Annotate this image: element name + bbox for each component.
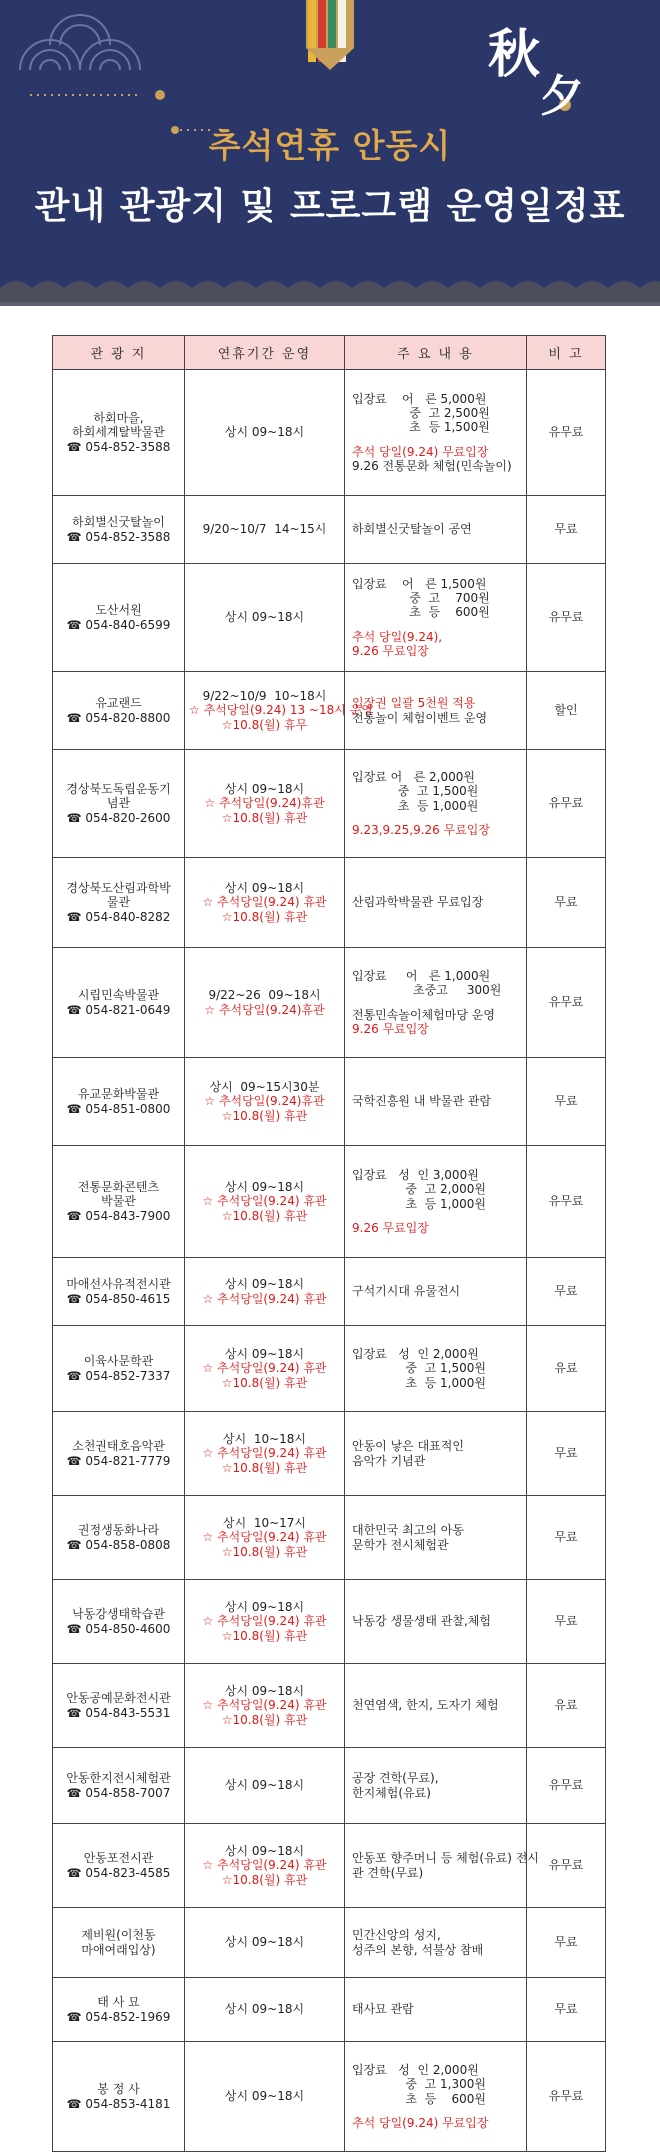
- place-line: 념관: [106, 796, 131, 811]
- content-line: 중 고 2,000원: [352, 1182, 486, 1197]
- place-line: 하회세계탈박물관: [72, 425, 165, 440]
- content-line: 9.23,9.25,9.26 무료입장: [352, 822, 490, 837]
- table-row: [53, 1748, 606, 1824]
- chuseok-char-2: 夕: [540, 71, 584, 122]
- column-header-content: 주 요 내 용: [345, 336, 527, 370]
- place-line: ☎ 054-852-3588: [66, 529, 171, 544]
- note-cell: 무료: [527, 1058, 606, 1146]
- period-line: ☆10.8(월) 휴관: [221, 1108, 308, 1123]
- content-cell: [345, 1496, 527, 1580]
- place-cell: [53, 1748, 185, 1824]
- place-cell: [53, 1258, 185, 1326]
- place-line: ☎ 054-843-5531: [66, 1705, 171, 1720]
- place-line: 마애선사유적전시관: [66, 1277, 171, 1292]
- period-cell: [185, 1326, 345, 1412]
- content-line: 입장료 성 인 2,000원: [352, 1346, 479, 1361]
- place-line: ☎ 054-820-2600: [66, 810, 171, 825]
- note-cell: 유료: [527, 1326, 606, 1412]
- period-line: 상시 09~18시: [224, 880, 305, 895]
- note-cell: 유무료: [527, 2042, 606, 2152]
- content-cell: [345, 1664, 527, 1748]
- table-row: [53, 1580, 606, 1664]
- table-row: [53, 1908, 606, 1978]
- place-cell: [53, 948, 185, 1058]
- content-line: 중 고 2,500원: [352, 405, 490, 420]
- period-line: 상시 09~18시: [224, 1843, 305, 1858]
- content-line: 중 고 1,500원: [352, 1361, 486, 1376]
- period-line: ☆10.8(월) 휴관: [221, 909, 308, 924]
- content-cell: [345, 2042, 527, 2152]
- period-line: ☆10.8(월) 휴관: [221, 1712, 308, 1727]
- period-cell: [185, 1496, 345, 1580]
- content-line: 입장료 어 른 5,000원: [352, 391, 487, 406]
- content-line: 입장권 일괄 5천원 적용: [352, 696, 476, 711]
- place-line: ☎ 054-820-8800: [66, 710, 171, 725]
- place-line: ☎ 054-850-4600: [66, 1621, 171, 1636]
- period-cell: [185, 1978, 345, 2042]
- period-line: 상시 10~18시: [223, 1431, 306, 1446]
- place-line: 마애여래입상): [81, 1942, 156, 1957]
- period-cell: [185, 858, 345, 948]
- content-line: 초 등 1,000원: [352, 798, 479, 813]
- place-line: 이육사문학관: [83, 1354, 154, 1369]
- column-header-place: 관 광 지: [53, 336, 185, 370]
- place-cell: [53, 858, 185, 948]
- table-row: [53, 496, 606, 564]
- period-line: ☆ 추석당일(9.24) 휴관: [202, 1530, 327, 1545]
- place-line: ☎ 054-851-0800: [66, 1101, 171, 1116]
- content-line: 입장료 어 른 2,000원: [352, 769, 475, 784]
- period-line: ☆10.8(월) 휴무: [221, 717, 308, 732]
- place-line: 안동한지전시체험관: [66, 1771, 171, 1786]
- period-cell: [185, 564, 345, 672]
- table-header-row: [53, 336, 606, 370]
- note-cell: 무료: [527, 1580, 606, 1664]
- column-header-period: 연휴기간 운영: [185, 336, 345, 370]
- content-cell: [345, 1908, 527, 1978]
- place-cell: [53, 370, 185, 496]
- content-cell: [345, 858, 527, 948]
- period-line: ☆ 추석당일(9.24) 휴관: [202, 1858, 327, 1873]
- content-line: 9.26 전통문화 체험(민속놀이): [352, 459, 512, 474]
- table-row: [53, 672, 606, 750]
- table-row: [53, 1978, 606, 2042]
- place-cell: [53, 1146, 185, 1258]
- content-cell: [345, 1326, 527, 1412]
- place-line: ☎ 054-852-7337: [66, 1368, 171, 1383]
- content-gap: [352, 1211, 522, 1221]
- content-line: 추석 당일(9.24) 무료입장: [352, 444, 489, 459]
- content-line: 관 견학(무료): [352, 1865, 424, 1880]
- place-line: 시립민속박물관: [77, 988, 160, 1003]
- content-line: 하회별신굿탈놀이 공연: [352, 522, 472, 537]
- period-line: 상시 09~18시: [224, 2002, 305, 2017]
- period-line: ☆ 추석당일(9.24) 휴관: [202, 1446, 327, 1461]
- note-cell: 무료: [527, 1412, 606, 1496]
- place-cell: [53, 672, 185, 750]
- period-line: ☆ 추석당일(9.24)휴관: [204, 1002, 325, 1017]
- content-line: 9.26 무료입장: [352, 1220, 429, 1235]
- period-line: ☆10.8(월) 휴관: [221, 1872, 308, 1887]
- table-row: [53, 564, 606, 672]
- place-line: 안동공예문화전시관: [66, 1691, 171, 1706]
- period-line: ☆10.8(월) 휴관: [221, 1460, 308, 1475]
- content-cell: [345, 1412, 527, 1496]
- place-line: 유교문화박물관: [77, 1087, 160, 1102]
- content-line: 안동이 낳은 대표적인: [352, 1439, 464, 1454]
- period-cell: [185, 1412, 345, 1496]
- table-body: [53, 370, 606, 2152]
- note-cell: 할인: [527, 672, 606, 750]
- period-cell: [185, 948, 345, 1058]
- content-line: 전통민속놀이체험마당 운영: [352, 1007, 495, 1022]
- content-line: 음악가 기념관: [352, 1453, 426, 1468]
- content-line: 초 등 1,000원: [352, 1375, 486, 1390]
- header-banner: [0, 0, 660, 320]
- content-line: 초 등 600원: [352, 605, 490, 620]
- table-row: [53, 1258, 606, 1326]
- content-line: 초 등 600원: [352, 2091, 486, 2106]
- place-line: 소천권태호음악관: [72, 1439, 165, 1454]
- period-line: 상시 09~18시: [224, 1935, 305, 1950]
- content-line: 입장료 성 인 2,000원: [352, 2062, 479, 2077]
- period-line: ☆ 추석당일(9.24) 휴관: [202, 1291, 327, 1306]
- period-line: ☆10.8(월) 휴관: [221, 1628, 308, 1643]
- period-line: ☆ 추석당일(9.24) 휴관: [202, 1614, 327, 1629]
- period-line: 상시 10~17시: [223, 1515, 306, 1530]
- note-cell: 무료: [527, 1978, 606, 2042]
- content-line: 초 등 1,000원: [352, 1196, 486, 1211]
- content-line: 태사묘 관람: [352, 2002, 414, 2017]
- content-cell: [345, 564, 527, 672]
- place-line: 하회마을,: [93, 410, 144, 425]
- period-cell: [185, 1058, 345, 1146]
- content-gap: [352, 620, 522, 630]
- note-cell: 유무료: [527, 370, 606, 496]
- period-line: 상시 09~18시: [224, 781, 305, 796]
- content-line: 민간신앙의 성지,: [352, 1928, 441, 1943]
- period-line: 상시 09~18시: [224, 1346, 305, 1361]
- place-cell: [53, 1664, 185, 1748]
- period-line: ☆ 추석당일(9.24) 휴관: [202, 1361, 327, 1376]
- place-cell: [53, 1412, 185, 1496]
- content-line: 대한민국 최고의 아동: [352, 1523, 464, 1538]
- content-line: 입장료 어 른 1,000원: [352, 968, 491, 983]
- note-cell: 유료: [527, 1664, 606, 1748]
- content-line: 구석기시대 유물전시: [352, 1284, 461, 1299]
- place-line: ☎ 054-853-4181: [66, 2096, 171, 2111]
- period-line: 상시 09~18시: [224, 1778, 305, 1793]
- content-cell: [345, 496, 527, 564]
- period-line: 상시 09~18시: [224, 1277, 305, 1292]
- period-line: ☆ 추석당일(9.24)휴관: [204, 1094, 325, 1109]
- content-line: 공장 견학(무료),: [352, 1771, 439, 1786]
- note-cell: 유무료: [527, 564, 606, 672]
- schedule-table-wrapper: [52, 335, 605, 2152]
- chuseok-char-1: 秋: [488, 24, 541, 85]
- content-line: 문학가 전시체험관: [352, 1537, 449, 1552]
- place-line: 경상북도산림과학박: [66, 880, 171, 895]
- content-line: 안동포 향주머니 등 체험(유료) 전시: [352, 1851, 539, 1866]
- note-cell: 무료: [527, 1496, 606, 1580]
- period-line: 상시 09~18시: [224, 1683, 305, 1698]
- place-line: ☎ 054-850-4615: [66, 1291, 171, 1306]
- content-line: 산림과학박물관 무료입장: [352, 895, 484, 910]
- content-cell: [345, 1258, 527, 1326]
- period-line: 9/22~26 09~18시: [208, 988, 321, 1003]
- period-line: 상시 09~18시: [224, 2089, 305, 2104]
- content-cell: [345, 1580, 527, 1664]
- table-row: [53, 948, 606, 1058]
- place-line: ☎ 054-858-0808: [66, 1537, 171, 1552]
- period-line: 상시 09~15시30분: [209, 1079, 320, 1094]
- schedule-table: [52, 335, 606, 2152]
- note-cell: 무료: [527, 496, 606, 564]
- place-line: 안동포전시관: [83, 1851, 154, 1866]
- period-line: 상시 09~18시: [224, 1179, 305, 1194]
- content-cell: [345, 750, 527, 858]
- content-line: 중 고 1,300원: [352, 2077, 486, 2092]
- note-cell: 유무료: [527, 1748, 606, 1824]
- place-line: ☎ 054-821-7779: [66, 1453, 171, 1468]
- period-line: ☆10.8(월) 휴관: [221, 1375, 308, 1390]
- note-cell: 무료: [527, 858, 606, 948]
- content-cell: [345, 948, 527, 1058]
- content-line: 성주의 본향, 석불상 참배: [352, 1942, 484, 1957]
- table-row: [53, 370, 606, 496]
- place-line: ☎ 054-821-0649: [66, 1002, 171, 1017]
- content-gap: [352, 2106, 522, 2116]
- place-line: ☎ 054-852-1969: [66, 2009, 171, 2024]
- content-line: 추석 당일(9.24),: [352, 629, 443, 644]
- table-row: [53, 858, 606, 948]
- content-line: 국학진흥원 내 박물관 관람: [352, 1094, 491, 1109]
- period-cell: [185, 1824, 345, 1908]
- place-line: ☎ 054-840-6599: [66, 617, 171, 632]
- table-row: [53, 1412, 606, 1496]
- period-cell: [185, 370, 345, 496]
- content-line: 전통놀이 체험이벤트 운영: [352, 710, 488, 725]
- place-line: 낙동강생태학습관: [72, 1607, 165, 1622]
- place-cell: [53, 1824, 185, 1908]
- period-cell: [185, 1908, 345, 1978]
- content-cell: [345, 1748, 527, 1824]
- table-row: [53, 750, 606, 858]
- place-line: 전통문화콘텐츠: [77, 1179, 160, 1194]
- table-row: [53, 1326, 606, 1412]
- content-cell: [345, 1978, 527, 2042]
- content-gap: [352, 813, 522, 823]
- period-line: ☆10.8(월) 휴관: [221, 1208, 308, 1223]
- content-line: 천연염색, 한지, 도자기 체험: [352, 1698, 499, 1713]
- content-line: 입장료 어 른 1,500원: [352, 576, 487, 591]
- place-cell: [53, 496, 185, 564]
- note-cell: 무료: [527, 1258, 606, 1326]
- place-cell: [53, 1058, 185, 1146]
- place-line: ☎ 054-852-3588: [66, 439, 171, 454]
- place-cell: [53, 1580, 185, 1664]
- place-line: 물관: [106, 895, 131, 910]
- place-line: 제비원(이천동: [81, 1928, 156, 1943]
- period-cell: [185, 672, 373, 750]
- table-row: [53, 2042, 606, 2152]
- content-line: 중 고 700원: [352, 590, 490, 605]
- content-gap: [352, 998, 522, 1008]
- content-cell: [345, 672, 527, 750]
- content-cell: [345, 1146, 527, 1258]
- place-cell: [53, 750, 185, 858]
- period-line: 9/20~10/7 14~15시: [202, 522, 327, 537]
- place-cell: [53, 1908, 185, 1978]
- note-cell: 무료: [527, 1908, 606, 1978]
- content-line: 입장료 성 인 3,000원: [352, 1167, 479, 1182]
- content-gap: [352, 435, 522, 445]
- period-line: ☆10.8(월) 휴관: [221, 1544, 308, 1559]
- period-line: ☆ 추석당일(9.24) 휴관: [202, 895, 327, 910]
- content-cell: [345, 370, 527, 496]
- place-cell: [53, 2042, 185, 2152]
- place-line: 봉 정 사: [97, 2082, 140, 2097]
- place-cell: [53, 1496, 185, 1580]
- place-cell: [53, 564, 185, 672]
- period-cell: [185, 1580, 345, 1664]
- period-cell: [185, 750, 345, 858]
- note-cell: 유무료: [527, 1146, 606, 1258]
- place-line: 권정생동화나라: [77, 1523, 160, 1538]
- place-line: 경상북도독립운동기: [66, 781, 171, 796]
- place-line: ☎ 054-840-8282: [66, 909, 171, 924]
- content-cell: [345, 1058, 527, 1146]
- content-line: 초중고 300원: [352, 983, 502, 998]
- content-line: 9.26 무료입장: [352, 644, 429, 659]
- period-line: ☆ 추석당일(9.24) 휴관: [202, 1698, 327, 1713]
- period-line: 상시 09~18시: [224, 610, 305, 625]
- place-line: 하회별신굿탈놀이: [72, 515, 165, 530]
- period-line: 상시 09~18시: [224, 1599, 305, 1614]
- page-title: 관내 관광지 및 프로그램 운영일정표: [34, 186, 626, 227]
- period-cell: [185, 1748, 345, 1824]
- note-cell: 유무료: [527, 750, 606, 858]
- period-cell: [185, 1258, 345, 1326]
- table-row: [53, 1058, 606, 1146]
- content-line: 추석 당일(9.24) 무료입장: [352, 2115, 489, 2130]
- note-cell: 유무료: [527, 948, 606, 1058]
- banner-subtitle: 추석연휴 안동시: [208, 126, 452, 165]
- content-line: 한지체험(유료): [352, 1785, 431, 1800]
- content-line: 초 등 1,500원: [352, 420, 490, 435]
- period-line: 9/22~10/9 10~18시: [202, 688, 327, 703]
- period-line: ☆ 추석당일(9.24) 휴관: [202, 1194, 327, 1209]
- table-row: [53, 1146, 606, 1258]
- place-line: 박물관: [101, 1194, 136, 1209]
- period-cell: [185, 1146, 345, 1258]
- table-row: [53, 1496, 606, 1580]
- period-cell: [185, 1664, 345, 1748]
- place-line: 유교랜드: [95, 696, 142, 711]
- content-line: 낙동강 생물생태 관찰,체험: [352, 1614, 491, 1629]
- column-header-note: 비 고: [527, 336, 606, 370]
- place-line: 도산서원: [95, 603, 142, 618]
- place-line: ☎ 054-843-7900: [66, 1208, 171, 1223]
- wave-pattern-icon: [20, 15, 140, 70]
- note-cell: 유무료: [527, 1824, 606, 1908]
- place-cell: [53, 1326, 185, 1412]
- roof-tiles-icon: [0, 275, 660, 320]
- period-cell: [185, 2042, 345, 2152]
- period-line: ☆10.8(월) 휴관: [221, 810, 308, 825]
- place-line: ☎ 054-858-7007: [66, 1785, 171, 1800]
- place-cell: [53, 1978, 185, 2042]
- period-line: ☆ 추석당일(9.24)휴관: [204, 796, 325, 811]
- place-line: 태 사 묘: [97, 1995, 140, 2010]
- content-line: 중 고 1,500원: [352, 784, 479, 799]
- period-cell: [185, 496, 345, 564]
- content-line: 9.26 무료입장: [352, 1021, 429, 1036]
- content-cell: [345, 1824, 539, 1908]
- table-row: [53, 1664, 606, 1748]
- table-row: [53, 1824, 606, 1908]
- period-line: ☆ 추석당일(9.24) 13 ~18시 운영: [189, 703, 373, 718]
- period-line: 상시 09~18시: [224, 425, 305, 440]
- place-line: ☎ 054-823-4585: [66, 1865, 171, 1880]
